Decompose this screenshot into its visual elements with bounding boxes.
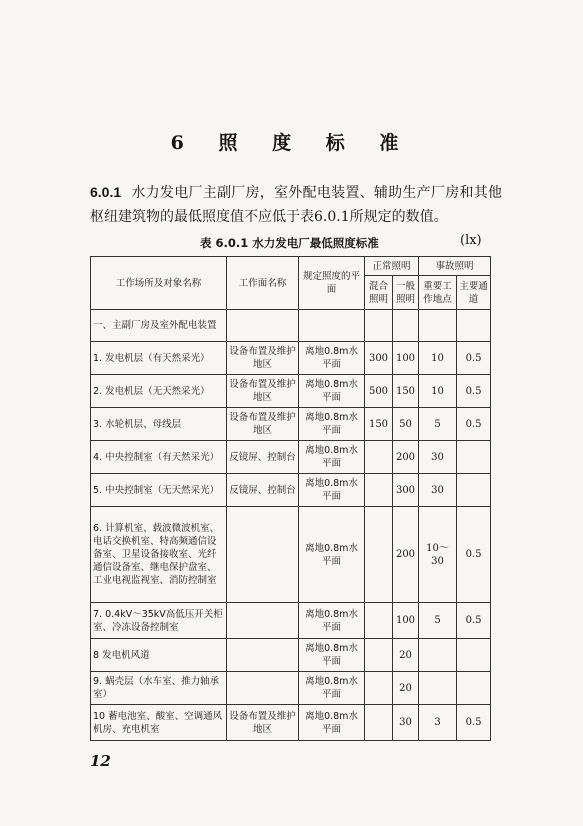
cell-plane: 离地0.8m水平面 [299, 441, 365, 474]
cell-passage: 0.5 [457, 603, 491, 639]
cell-mixed [365, 705, 393, 741]
header-general: 一般照明 [393, 276, 419, 310]
cell-mixed [365, 672, 393, 705]
cell-passage: 0.5 [457, 705, 491, 741]
cell-passage [457, 474, 491, 507]
cell-mixed: 300 [365, 342, 393, 375]
cell-important: 3 [419, 705, 457, 741]
cell-location: 8 发电机风道 [91, 639, 227, 672]
cell-passage: 0.5 [457, 507, 491, 603]
cell-surface [227, 672, 299, 705]
header-emergency-lighting: 事故照明 [419, 257, 491, 276]
table-row [91, 408, 491, 441]
cell-general: 300 [393, 474, 419, 507]
illuminance-table [90, 256, 491, 741]
cell-passage [457, 441, 491, 474]
cell-general: 20 [393, 672, 419, 705]
cell-plane: 离地0.8m水平面 [299, 342, 365, 375]
cell-general [393, 310, 419, 342]
cell-plane: 离地0.8m水平面 [299, 603, 365, 639]
table-row [91, 603, 491, 639]
table-row [91, 441, 491, 474]
cell-location: 4. 中央控制室（有天然采光） [91, 441, 227, 474]
cell-general: 30 [393, 705, 419, 741]
cell-mixed [365, 310, 393, 342]
cell-plane: 离地0.8m水平面 [299, 507, 365, 603]
cell-surface: 设备布置及维护地区 [227, 705, 299, 741]
cell-mixed [365, 603, 393, 639]
cell-surface [227, 507, 299, 603]
cell-passage [457, 310, 491, 342]
table-row [91, 375, 491, 408]
cell-plane: 离地0.8m水平面 [299, 375, 365, 408]
cell-surface: 反镜屏、控制台 [227, 474, 299, 507]
cell-important: 10 [419, 375, 457, 408]
cell-mixed [365, 441, 393, 474]
cell-important [419, 639, 457, 672]
cell-plane: 离地0.8m水平面 [299, 672, 365, 705]
cell-important: 5 [419, 408, 457, 441]
cell-important [419, 310, 457, 342]
cell-general: 200 [393, 441, 419, 474]
cell-general: 50 [393, 408, 419, 441]
clause-paragraph [90, 180, 502, 229]
header-normal-lighting: 正常照明 [365, 257, 419, 276]
table-row [91, 507, 491, 603]
cell-location: 10 蓄电池室、酸室、空调通风机房、充电机室 [91, 705, 227, 741]
cell-mixed [365, 474, 393, 507]
cell-passage [457, 639, 491, 672]
cell-important: 10 [419, 342, 457, 375]
cell-surface [227, 639, 299, 672]
cell-plane: 离地0.8m水平面 [299, 474, 365, 507]
cell-plane: 离地0.8m水平面 [299, 705, 365, 741]
clause-text: 水力发电厂主副厂房，室外配电装置、辅助生产厂房和其他枢纽建筑物的最低照度值不应低于表6.0.1所规定的数值。 [90, 185, 502, 225]
cell-plane: 离地0.8m水平面 [299, 408, 365, 441]
header-mixed: 混合照明 [365, 276, 393, 310]
cell-surface [227, 310, 299, 342]
cell-location: 2. 发电机层（无天然采光） [91, 375, 227, 408]
cell-surface: 反镜屏、控制台 [227, 441, 299, 474]
cell-passage: 0.5 [457, 342, 491, 375]
table-row [91, 639, 491, 672]
cell-mixed [365, 507, 393, 603]
cell-mixed: 500 [365, 375, 393, 408]
chapter-title: 6 照 度 标 准 [170, 132, 413, 154]
cell-location: 5. 中央控制室（无天然采光） [91, 474, 227, 507]
table-caption-text: 表 6.0.1 水力发电厂最低照度标准 [200, 236, 379, 250]
cell-surface: 设备布置及维护地区 [227, 342, 299, 375]
cell-general: 200 [393, 507, 419, 603]
table-row [91, 474, 491, 507]
page-number: 12 [90, 752, 111, 770]
header-passage: 主要通道 [457, 276, 491, 310]
table-unit: (lx) [460, 233, 482, 248]
header-surface: 工作面名称 [227, 257, 299, 310]
cell-mixed: 150 [365, 408, 393, 441]
header-important: 重要工作地点 [419, 276, 457, 310]
cell-passage: 0.5 [457, 408, 491, 441]
cell-general: 100 [393, 342, 419, 375]
header-location: 工作场所及对象名称 [91, 257, 227, 310]
cell-important [419, 672, 457, 705]
cell-general: 100 [393, 603, 419, 639]
table-row [91, 310, 491, 342]
cell-plane: 离地0.8m水平面 [299, 639, 365, 672]
cell-location: 9. 蜗壳层（水车室、推力轴承室） [91, 672, 227, 705]
cell-important: 5 [419, 603, 457, 639]
cell-passage: 0.5 [457, 375, 491, 408]
cell-plane [299, 310, 365, 342]
table-row [91, 342, 491, 375]
cell-important: 30 [419, 474, 457, 507]
cell-passage [457, 672, 491, 705]
clause-number: 6.0.1 [90, 184, 122, 200]
cell-surface: 设备布置及维护地区 [227, 408, 299, 441]
header-plane: 规定照度的平面 [299, 257, 365, 310]
cell-location: 7. 0.4kV～35kV高低压开关柜室、冷冻设备控制室 [91, 603, 227, 639]
cell-general: 20 [393, 639, 419, 672]
cell-surface [227, 603, 299, 639]
cell-mixed [365, 639, 393, 672]
cell-location: 6. 计算机室、载波微波机室、电话交换机室、特高频通信设备室、卫星设备接收室、光纤通信设备室、继电保护盘室、工业电视监视室、消防控制室 [91, 507, 227, 603]
cell-location: 3. 水轮机层、母线层 [91, 408, 227, 441]
cell-location: 一、主副厂房及室外配电装置 [91, 310, 227, 342]
table-row [91, 705, 491, 741]
cell-important: 30 [419, 441, 457, 474]
cell-location: 1. 发电机层（有天然采光） [91, 342, 227, 375]
table-row [91, 672, 491, 705]
cell-important: 10～30 [419, 507, 457, 603]
cell-surface: 设备布置及维护地区 [227, 375, 299, 408]
cell-general: 150 [393, 375, 419, 408]
